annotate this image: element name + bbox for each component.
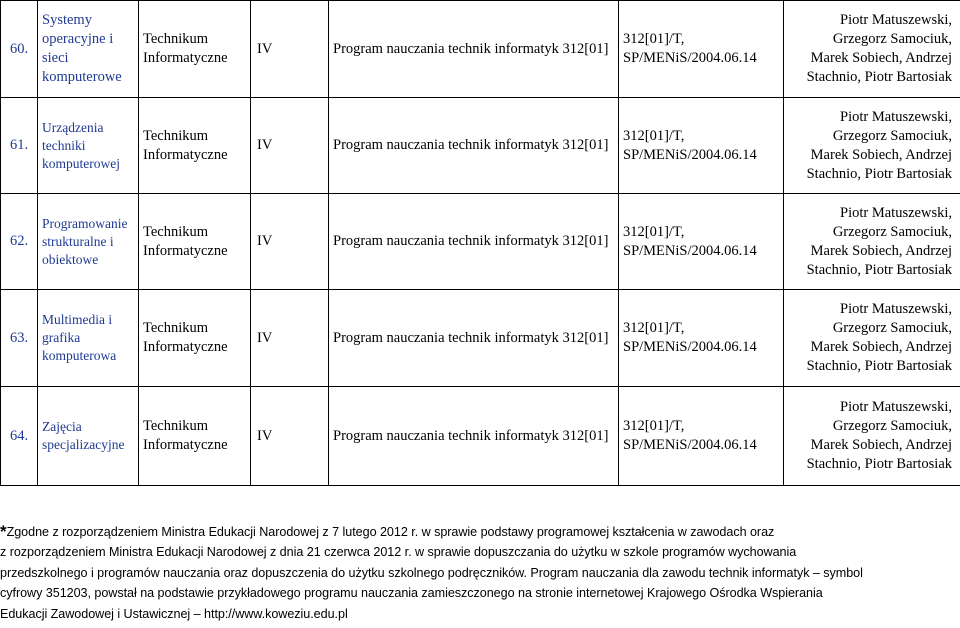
school-cell (139, 98, 251, 194)
program-cell: Program nauczania technik informatyk 312[01] (329, 194, 619, 290)
cell-line: Informatyczne (143, 242, 228, 259)
cell-line: techniki (42, 137, 86, 153)
cell-line: Marek Sobiech, Andrzej (810, 146, 952, 163)
cell-line: Urządzenia (42, 119, 104, 135)
row-number: 61. (1, 98, 38, 194)
row-number: 60. (1, 1, 38, 98)
code-cell (619, 387, 784, 486)
authors-cell (784, 290, 960, 387)
program-cell: Program nauczania technik informatyk 312[01] (329, 1, 619, 98)
cell-line: Stachnio, Piotr Bartosiak (806, 456, 952, 472)
school-cell (139, 290, 251, 387)
cell-line: Marek Sobiech, Andrzej (810, 50, 952, 66)
table-row (1, 290, 960, 387)
level-cell: IV (251, 194, 329, 290)
code-cell (619, 98, 784, 194)
cell-line: 312[01]/T, (623, 320, 685, 336)
cell-line: SP/MENiS/2004.06.14 (623, 50, 757, 66)
cell-line: Systemy (42, 12, 92, 28)
row-number: 62. (1, 194, 38, 290)
cell-line: Grzegorz Samociuk, (832, 320, 952, 336)
authors-cell (784, 194, 960, 290)
row-number: 63. (1, 290, 38, 387)
footnote-star: * (0, 522, 7, 541)
cell-line: 312[01]/T, (623, 223, 685, 240)
subject-cell (38, 194, 139, 290)
cell-line: specjalizacyjne (42, 437, 125, 452)
cell-line: grafika (42, 330, 81, 345)
footnote (0, 522, 960, 624)
subject-cell (38, 387, 139, 486)
cell-line: 312[01]/T, (623, 418, 685, 434)
cell-line: komputerowe (42, 69, 122, 85)
code-cell (619, 290, 784, 387)
table-row (1, 1, 960, 98)
cell-line: Stachnio, Piotr Bartosiak (806, 69, 952, 85)
cell-line: Piotr Matuszewski, (840, 12, 952, 28)
footnote-line: cyfrowy 351203, powstał na podstawie przykładowego programu nauczania zamieszczonego na stronie internetowej Krajowego Ośrodka Wspierania (0, 586, 823, 601)
cell-line: 312[01]/T, (623, 127, 685, 144)
school-cell (139, 387, 251, 486)
cell-line: Piotr Matuszewski, (840, 399, 952, 415)
subject-cell (38, 1, 139, 98)
cell-line: Marek Sobiech, Andrzej (810, 339, 952, 355)
cell-line: SP/MENiS/2004.06.14 (623, 242, 757, 259)
cell-line: Grzegorz Samociuk, (832, 418, 952, 434)
cell-line: Programowanie (42, 215, 128, 231)
cell-line: Technikum (143, 320, 209, 336)
subject-cell (38, 290, 139, 387)
cell-line: operacyjne i (42, 31, 114, 47)
authors-cell (784, 98, 960, 194)
cell-line: SP/MENiS/2004.06.14 (623, 437, 757, 453)
cell-line: SP/MENiS/2004.06.14 (623, 339, 757, 355)
cell-line: Informatyczne (143, 146, 228, 163)
cell-line: Technikum (143, 127, 209, 144)
cell-line: Informatyczne (143, 50, 228, 66)
cell-line: Technikum (143, 31, 209, 47)
cell-line: Piotr Matuszewski, (840, 301, 952, 317)
table-row (1, 194, 960, 290)
cell-line: 312[01]/T, (623, 31, 685, 47)
footnote-line: z rozporządzeniem Ministra Edukacji Narodowej z dnia 21 czerwca 2012 r. w sprawie dopuszczania do użytku w szkole programów wychowania (0, 545, 797, 560)
cell-line: strukturalne i (42, 233, 114, 249)
cell-line: Piotr Matuszewski, (840, 108, 952, 125)
cell-line: Marek Sobiech, Andrzej (810, 242, 952, 259)
cell-line: Piotr Matuszewski, (840, 204, 952, 221)
school-cell (139, 1, 251, 98)
table-row (1, 98, 960, 194)
code-cell (619, 1, 784, 98)
school-cell (139, 194, 251, 290)
cell-line: Informatyczne (143, 339, 228, 355)
row-number: 64. (1, 387, 38, 486)
authors-cell (784, 387, 960, 486)
cell-line: Stachnio, Piotr Bartosiak (806, 165, 952, 182)
cell-line: Grzegorz Samociuk, (832, 31, 952, 47)
cell-line: Multimedia i (42, 312, 113, 327)
cell-line: Technikum (143, 223, 209, 240)
cell-line: Zajęcia (42, 419, 82, 434)
cell-line: Stachnio, Piotr Bartosiak (806, 261, 952, 278)
table-row (1, 387, 960, 486)
level-cell: IV (251, 98, 329, 194)
cell-line: Stachnio, Piotr Bartosiak (806, 358, 952, 374)
cell-line: Technikum (143, 418, 209, 434)
cell-line: komputerowej (42, 155, 120, 171)
program-cell: Program nauczania technik informatyk 312[01] (329, 290, 619, 387)
program-cell: Program nauczania technik informatyk 312[01] (329, 387, 619, 486)
footnote-line: *Zgodne z rozporządzeniem Ministra Edukacji Narodowej z 7 lutego 2012 r. w sprawie podstawy programowej kształcenia w zawodach oraz (0, 522, 775, 541)
cell-line: sieci (42, 50, 69, 66)
cell-line: Informatyczne (143, 437, 228, 453)
cell-line: komputerowa (42, 348, 117, 363)
level-cell: IV (251, 290, 329, 387)
footnote-line: Edukacji Zawodowej i Ustawicznej – http://www.koweziu.edu.pl (0, 606, 348, 621)
cell-line: SP/MENiS/2004.06.14 (623, 146, 757, 163)
cell-line: Grzegorz Samociuk, (832, 127, 952, 144)
cell-line: obiektowe (42, 251, 99, 267)
authors-cell (784, 1, 960, 98)
level-cell: IV (251, 387, 329, 486)
program-cell: Program nauczania technik informatyk 312[01] (329, 98, 619, 194)
footnote-line: przedszkolnego i programów nauczania oraz dopuszczenia do użytku szkolnego podręczników. Program nauczania dla zawodu technik informatyk – symbol (0, 565, 863, 580)
cell-line: Marek Sobiech, Andrzej (810, 437, 952, 453)
code-cell (619, 194, 784, 290)
subject-cell (38, 98, 139, 194)
cell-line: Grzegorz Samociuk, (832, 223, 952, 240)
level-cell: IV (251, 1, 329, 98)
